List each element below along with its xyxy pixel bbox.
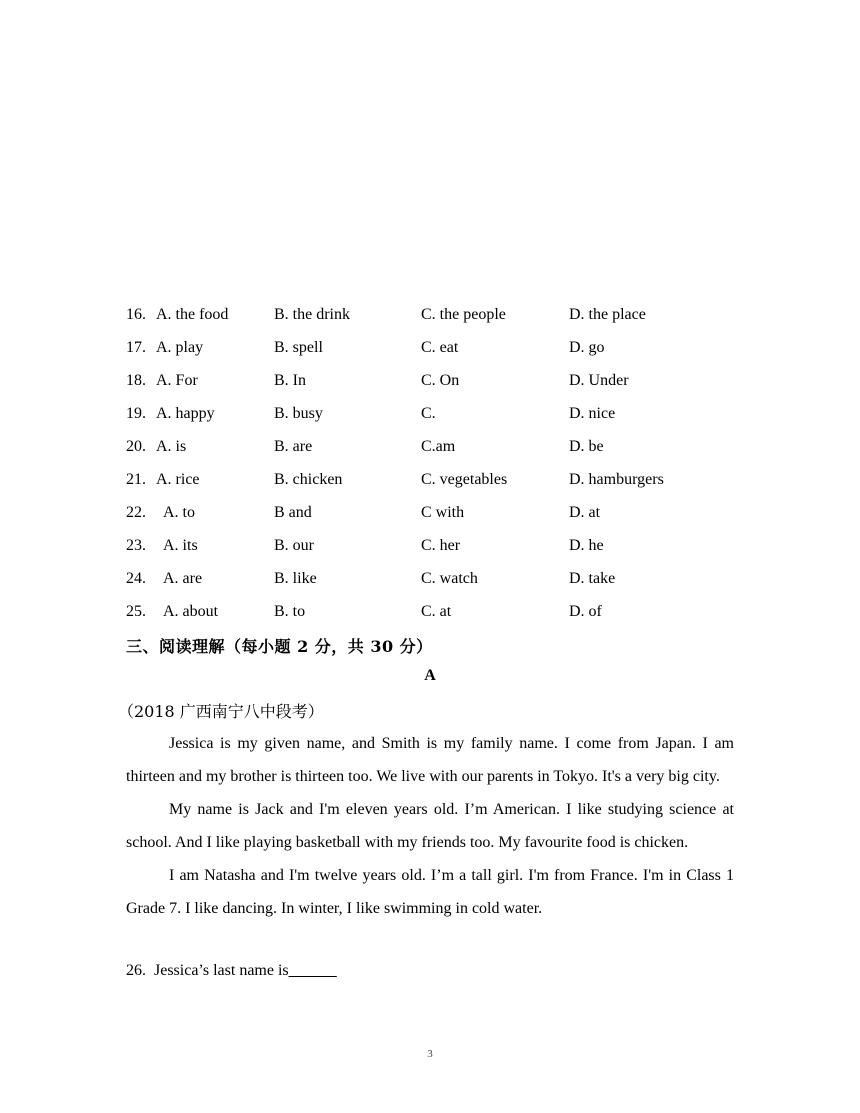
question-number: 22. [126, 504, 146, 521]
option-d: D. take [569, 570, 616, 587]
option-a: A. For [156, 372, 198, 389]
question-number: 23. [126, 537, 146, 554]
option-b: B. the drink [274, 306, 350, 323]
option-a: A. about [163, 603, 219, 620]
passage-paragraph: Jessica is my given name, and Smith is my family name. I come from Japan. I am thirteen and my brother is thirteen too. We live with our parents in Tokyo. It's a very big city. [126, 735, 734, 785]
answer-options [126, 304, 746, 634]
question-number: 24. [126, 570, 146, 587]
option-d: D. of [569, 603, 602, 620]
option-d: D. he [569, 537, 604, 554]
option-c: C. [421, 405, 436, 422]
option-row [126, 403, 746, 436]
option-row [126, 568, 746, 601]
section-heading: 三、阅读理解（每小题 2 分，共 30 分） [126, 637, 433, 656]
option-row [126, 436, 746, 469]
question-number: 18. [126, 372, 146, 389]
option-d: D. be [569, 438, 604, 455]
option-a: A. its [163, 537, 198, 554]
option-c: C. the people [421, 306, 506, 323]
question-number: 16. [126, 306, 146, 323]
option-c: C.am [421, 438, 456, 455]
option-row [126, 601, 746, 634]
question-number: 21. [126, 471, 146, 488]
option-c: C. eat [421, 339, 459, 356]
option-a: A. play [156, 339, 204, 356]
option-row [126, 370, 746, 403]
answer-blank: ______ [288, 962, 337, 979]
source-note: （2018 广西南宁八中段考） [118, 702, 324, 721]
option-a: A. happy [156, 405, 215, 422]
option-c: C. watch [421, 570, 478, 587]
option-b: B and [274, 504, 312, 521]
question-number: 20. [126, 438, 146, 455]
option-row [126, 304, 746, 337]
option-b: B. busy [274, 405, 323, 422]
option-b: B. to [274, 603, 306, 620]
option-a: A. are [163, 570, 203, 587]
passage-label: A [424, 667, 436, 684]
option-c: C. On [421, 372, 460, 389]
option-d: D. Under [569, 372, 629, 389]
option-row [126, 337, 746, 370]
option-c: C. at [421, 603, 452, 620]
option-b: B. spell [274, 339, 323, 356]
option-a: A. rice [156, 471, 200, 488]
option-a: A. to [163, 504, 195, 521]
option-row [126, 469, 746, 502]
option-d: D. nice [569, 405, 616, 422]
option-c: C with [421, 504, 465, 521]
option-d: D. go [569, 339, 605, 356]
question-number: 26. [126, 962, 146, 979]
option-row [126, 502, 746, 535]
option-a: A. is [156, 438, 187, 455]
option-row [126, 535, 746, 568]
option-c: C. vegetables [421, 471, 508, 488]
question-number: 25. [126, 603, 146, 620]
option-d: D. hamburgers [569, 471, 664, 488]
reading-passage [126, 727, 734, 925]
passage-paragraph: I am Natasha and I'm twelve years old. I’m a tall girl. I'm from France. I'm in Class 1 Grade 7. I like dancing. In winter, I like swimming in cold water. [126, 867, 734, 917]
option-c: C. her [421, 537, 461, 554]
question-text: Jessica’s last name is [154, 962, 289, 979]
option-a: A. the food [156, 306, 229, 323]
option-b: B. our [274, 537, 314, 554]
passage-paragraph: My name is Jack and I'm eleven years old. I’m American. I like studying science at school. And I like playing basketball with my friends too. My favourite food is chicken. [126, 801, 734, 851]
option-d: D. the place [569, 306, 646, 323]
question-number: 19. [126, 405, 146, 422]
option-b: B. In [274, 372, 306, 389]
question-number: 17. [126, 339, 146, 356]
option-b: B. are [274, 438, 313, 455]
option-b: B. like [274, 570, 317, 587]
option-d: D. at [569, 504, 601, 521]
question-26 [126, 962, 337, 980]
page-number: 3 [427, 1048, 433, 1060]
option-b: B. chicken [274, 471, 343, 488]
